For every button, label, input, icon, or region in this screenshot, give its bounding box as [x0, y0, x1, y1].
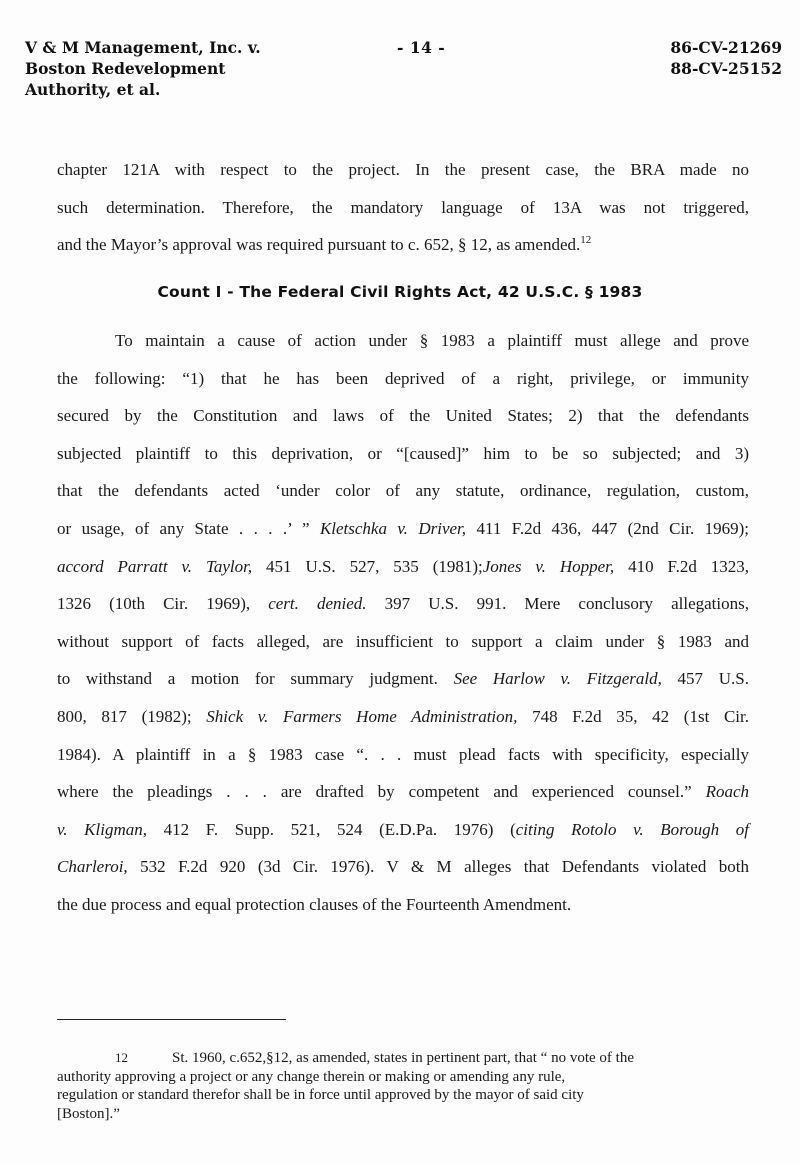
text-line	[57, 510, 749, 548]
case-caption-line: Authority, et al.	[25, 80, 161, 99]
footnote-line: regulation or standard therefor shall be in force until approved by the mayor of said city	[57, 1087, 584, 1103]
text-line	[57, 660, 749, 698]
text-line: subjected plaintiff to this deprivation, or “[caused]” him to be so subjected; and 3)	[57, 443, 749, 463]
case-citation: See Harlow v. Fitzgerald,	[453, 669, 662, 689]
footnote-reference[interactable]: 12	[580, 234, 592, 247]
text-run: 457 U.S.	[661, 669, 749, 689]
paragraph-mayor-approval	[57, 151, 749, 264]
docket-numbers	[670, 37, 782, 79]
text-run: 410 F.2d 1323,	[614, 556, 750, 576]
case-citation: cert. denied.	[268, 594, 367, 614]
text-line: the due process and equal protection clauses of the Fourteenth Amendment.	[57, 894, 572, 914]
footnote-line: St. 1960, c.652,§12, as amended, states in pertinent part, that “ no vote of the	[172, 1050, 634, 1066]
page-number: - 14 -	[397, 38, 446, 57]
case-caption-line: V & M Management, Inc. v.	[25, 38, 261, 57]
case-caption-line: Boston Redevelopment	[25, 59, 226, 78]
case-citation: Charleroi,	[57, 857, 128, 877]
text-run: 411 F.2d 436, 447 (2nd Cir. 1969);	[466, 518, 749, 538]
case-caption	[25, 37, 325, 100]
case-citation: v. Kligman,	[57, 819, 147, 839]
docket-number: 88-CV-25152	[670, 59, 782, 78]
text-line: without support of facts alleged, are insufficient to support a claim under § 1983 and	[57, 631, 749, 651]
text-line: 1984). A plaintiff in a § 1983 case “. . . must plead facts with specificity, especially	[57, 744, 749, 764]
text-run: and the Mayor’s approval was required pursuant to c. 652, § 12, as amended.	[57, 235, 581, 255]
footnote-number: 12	[115, 1050, 128, 1065]
text-run: where the pleadings . . . are drafted by competent and experienced counsel.”	[57, 782, 706, 802]
text-run: 1326 (10th Cir. 1969),	[57, 594, 269, 614]
text-line	[57, 811, 749, 849]
paragraph-section-1983	[57, 322, 749, 924]
case-citation: Jones v. Hopper,	[482, 556, 615, 576]
footnote-line: [Boston].”	[57, 1105, 120, 1122]
text-line: To maintain a cause of action under § 1983 a plaintiff must allege and prove	[115, 331, 749, 350]
case-citation: Roach	[705, 782, 749, 802]
text-run: 748 F.2d 35, 42 (1st Cir.	[517, 706, 750, 726]
text-run: to withstand a motion for summary judgment.	[57, 669, 454, 689]
footnote	[57, 1049, 757, 1123]
case-citation: citing Rotolo v. Borough of	[515, 819, 749, 839]
text-line: that the defendants acted ‘under color of any statute, ordinance, regulation, custom,	[57, 481, 749, 501]
footnote-line: authority approving a project or any change therein or making or amending any rule,	[57, 1068, 566, 1085]
text-line	[57, 698, 749, 736]
text-run: 800, 817 (1982);	[57, 706, 207, 726]
text-line	[57, 548, 749, 586]
text-line: the following: “1) that he has been deprived of a right, privilege, or immunity	[57, 368, 749, 388]
case-citation: Shick v. Farmers Home Administration,	[206, 706, 518, 726]
footnote-separator	[57, 1019, 286, 1020]
text-run: 412 F. Supp. 521, 524 (E.D.Pa. 1976) (	[146, 819, 516, 839]
text-line: such determination. Therefore, the mandatory language of 13A was not triggered,	[57, 197, 749, 217]
text-run: 451 U.S. 527, 535 (1981);	[252, 556, 483, 576]
page-header	[25, 37, 782, 107]
text-line	[57, 848, 749, 886]
text-line: chapter 121A with respect to the project. In the present case, the BRA made no	[57, 160, 749, 179]
docket-number: 86-CV-21269	[670, 38, 782, 57]
text-run: 397 U.S. 991. Mere conclusory allegations,	[366, 594, 749, 614]
case-citation: accord Parratt v. Taylor,	[57, 556, 253, 576]
text-line	[57, 226, 749, 264]
text-line	[57, 773, 749, 811]
text-line: secured by the Constitution and laws of the United States; 2) that the defendants	[57, 406, 749, 426]
section-heading: Count I - The Federal Civil Rights Act, 42 U.S.C. § 1983	[157, 283, 643, 301]
case-citation: Kletschka v. Driver,	[319, 518, 467, 538]
text-line	[57, 585, 749, 623]
text-run: or usage, of any State . . . .’ ”	[57, 518, 320, 538]
text-run: 532 F.2d 920 (3d Cir. 1976). V & M alleges that Defendants violated both	[127, 857, 749, 877]
